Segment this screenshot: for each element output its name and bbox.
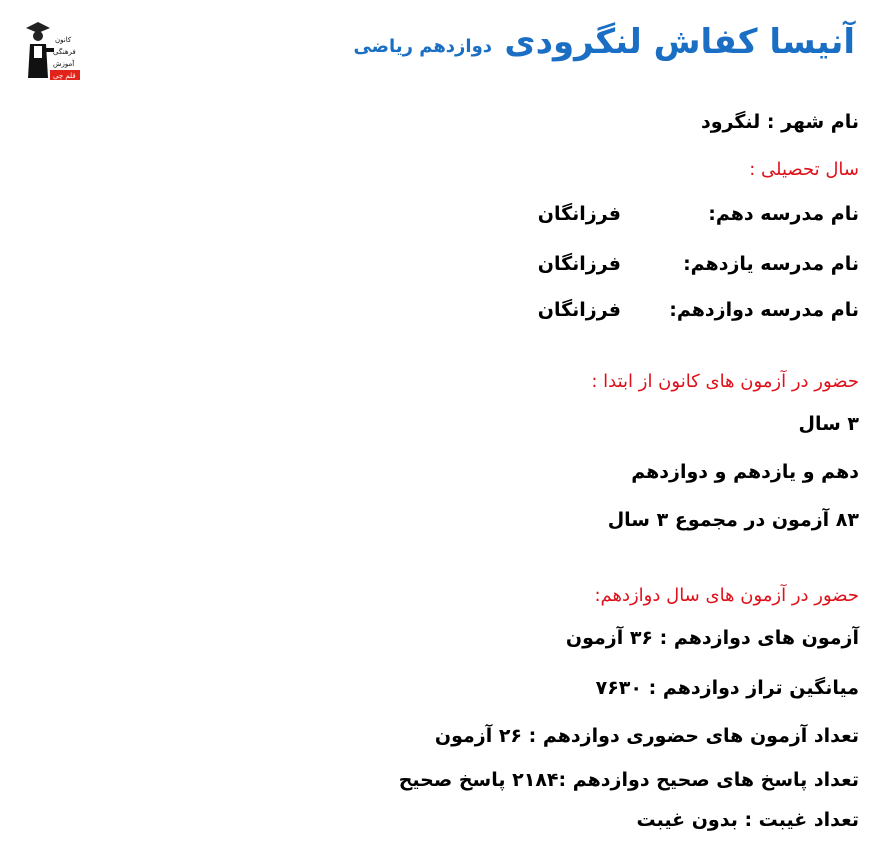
school-label: نام مدرسه یازدهم:: [683, 253, 859, 275]
graduate-icon: [22, 18, 84, 82]
school-value: فرزانگان: [537, 203, 621, 225]
school-label: نام مدرسه دهم:: [708, 203, 859, 225]
attendance-grades: دهم و یازدهم و دوازدهم: [631, 461, 859, 483]
grade12-absence: تعداد غیبت : بدون غیبت: [636, 809, 859, 831]
grade12-average: میانگین تراز دوازدهم : ۷۶۳۰: [595, 677, 859, 699]
school-label: نام مدرسه دوازدهم:: [669, 299, 859, 321]
attendance-total-heading: حضور در آزمون های کانون از ابتدا :: [591, 371, 859, 392]
school-row: [538, 202, 859, 226]
grade12-exams: آزمون های دوازدهم : ۳۶ آزمون: [565, 627, 859, 649]
logo-text-3: آموزش: [53, 60, 75, 68]
logo-text-4: قلم چی: [53, 72, 76, 80]
grade12-inperson: تعداد آزمون های حضوری دوازدهم : ۲۶ آزمون: [434, 725, 859, 747]
city-line: نام شهر : لنگرود: [700, 111, 859, 133]
attendance-12-heading: حضور در آزمون های سال دوازدهم:: [594, 585, 859, 606]
logo-text-2: فرهنگی: [53, 48, 76, 56]
school-row: [538, 298, 859, 322]
logo-text-1: کانون: [55, 36, 72, 44]
school-row: [538, 252, 859, 276]
student-name: آنیسا کفاش لنگرودی: [504, 22, 855, 62]
academic-years-heading: سال تحصیلی :: [749, 159, 859, 180]
grade12-correct: تعداد پاسخ های صحیح دوازدهم :۲۱۸۴ پاسخ صحیح: [398, 769, 859, 791]
grade-label: دوازدهم ریاضی: [353, 36, 492, 57]
attendance-exams: ۸۳ آزمون در مجموع ۳ سال: [607, 509, 859, 531]
attendance-years: ۳ سال: [798, 413, 859, 435]
school-value: فرزانگان: [537, 299, 621, 321]
kanoon-logo: [22, 18, 84, 82]
school-value: فرزانگان: [537, 253, 621, 275]
